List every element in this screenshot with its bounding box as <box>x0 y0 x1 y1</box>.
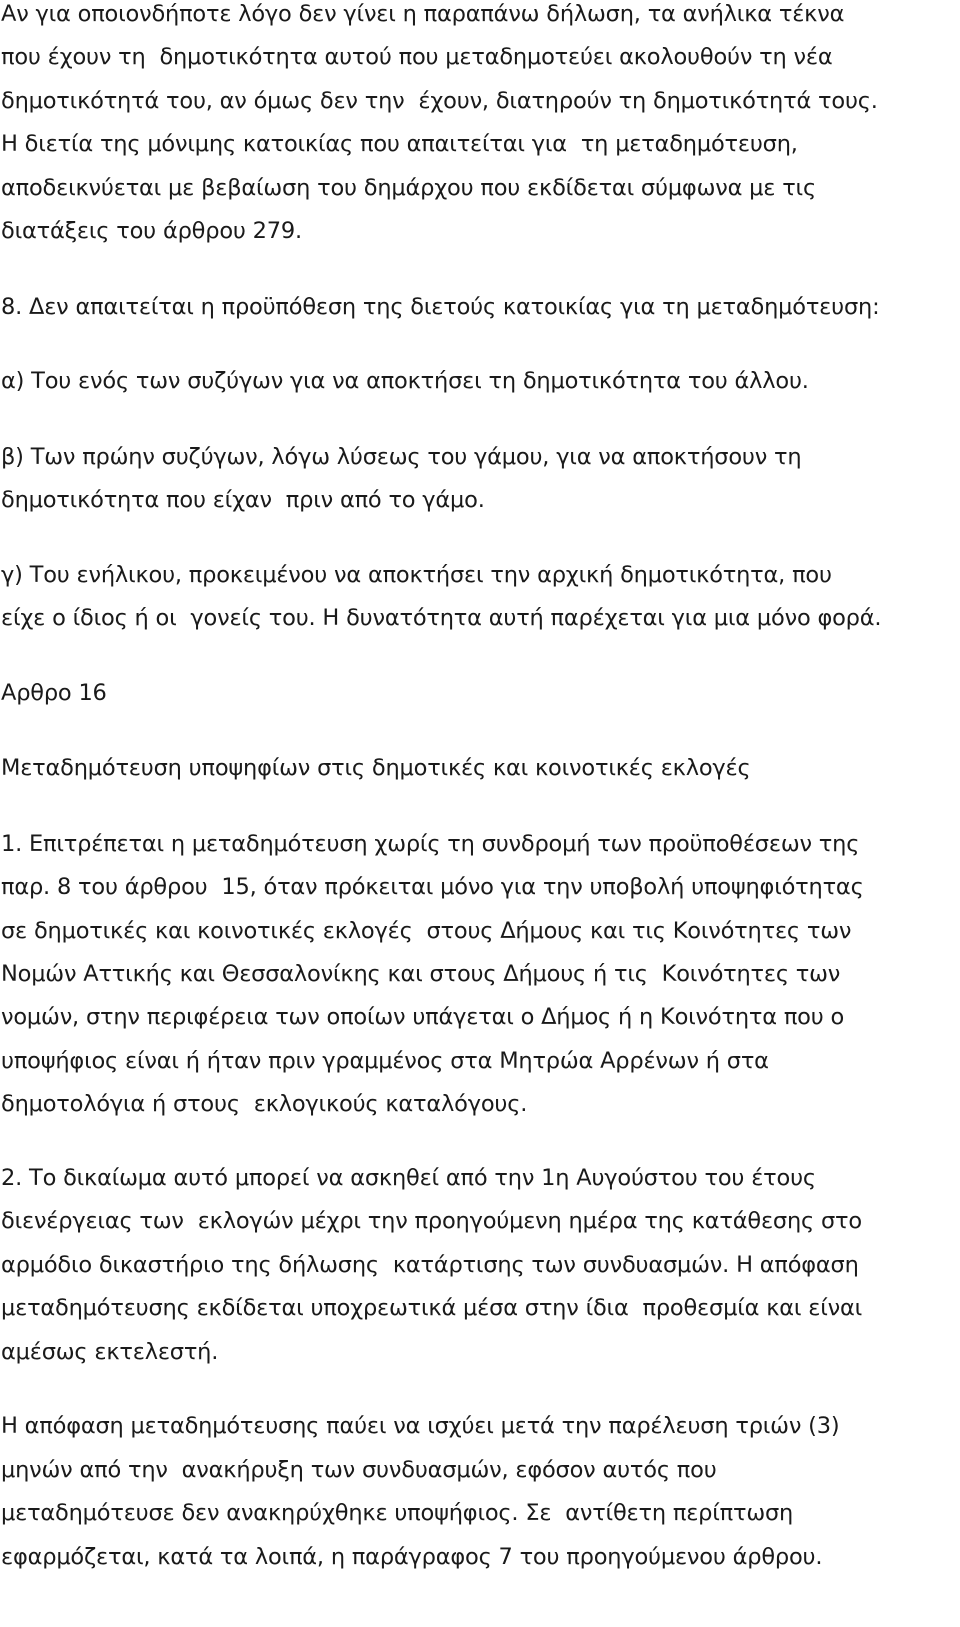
paragraph-line: Η διετία της μόνιμης κατοικίας που απαιτείται για τη μεταδημότευση, <box>1 131 798 157</box>
paragraph-line: αρμόδιο δικαστήριο της δήλωσης κατάρτισης των συνδυασμών. Η απόφαση <box>1 1252 859 1278</box>
article-heading: Αρθρο 16 <box>1 680 107 706</box>
paragraph-line: Αν για οποιονδήποτε λόγο δεν γίνει η παραπάνω δήλωση, τα ανήλικα τέκνα <box>1 1 845 27</box>
paragraph-line: είχε ο ίδιος ή οι γονείς του. Η δυνατότητα αυτή παρέχεται για μια μόνο φορά. <box>1 605 882 631</box>
paragraph-line: Νομών Αττικής και Θεσσαλονίκης και στους Δήμους ή τις Κοινότητες των <box>1 961 841 987</box>
paragraph-line: διατάξεις του άρθρου 279. <box>1 218 302 244</box>
paragraph-line: α) Του ενός των συζύγων για να αποκτήσει τη δημοτικότητα του άλλου. <box>1 368 809 394</box>
paragraph-line: Η απόφαση μεταδημότευσης παύει να ισχύει μετά την παρέλευση τριών (3) <box>1 1413 840 1439</box>
paragraph-line: μεταδημότευσης εκδίδεται υποχρεωτικά μέσα στην ίδια προθεσμία και είναι <box>1 1295 863 1321</box>
paragraph-line: εφαρμόζεται, κατά τα λοιπά, η παράγραφος 7 του προηγούμενου άρθρου. <box>1 1544 823 1570</box>
paragraph-line: που έχουν τη δημοτικότητα αυτού που μεταδημοτεύει ακολουθούν τη νέα <box>1 44 833 70</box>
paragraph-line: δημοτικότητά του, αν όμως δεν την έχουν, διατηρούν τη δημοτικότητά τους. <box>1 88 878 114</box>
paragraph-line: διενέργειας των εκλογών μέχρι την προηγούμενη ημέρα της κατάθεσης στο <box>1 1208 862 1234</box>
paragraph-line: σε δημοτικές και κοινοτικές εκλογές στους Δήμους και τις Κοινότητες των <box>1 918 852 944</box>
paragraph-line: αμέσως εκτελεστή. <box>1 1339 219 1365</box>
paragraph-line: αποδεικνύεται με βεβαίωση του δημάρχου που εκδίδεται σύμφωνα με τις <box>1 175 816 201</box>
article-title: Μεταδημότευση υποψηφίων στις δημοτικές και κοινοτικές εκλογές <box>1 755 751 781</box>
paragraph-line: μηνών από την ανακήρυξη των συνδυασμών, εφόσον αυτός που <box>1 1457 717 1483</box>
paragraph-line: 2. Το δικαίωμα αυτό μπορεί να ασκηθεί από την 1η Αυγούστου του έτους <box>1 1165 816 1191</box>
paragraph-line: β) Των πρώην συζύγων, λόγω λύσεως του γάμου, για να αποκτήσουν τη <box>1 444 802 470</box>
paragraph-line: 8. Δεν απαιτείται η προϋπόθεση της διετούς κατοικίας για τη μεταδημότευση: <box>1 294 880 320</box>
paragraph-line: υποψήφιος είναι ή ήταν πριν γραμμένος στα Μητρώα Αρρένων ή στα <box>1 1048 769 1074</box>
paragraph-line: γ) Του ενήλικου, προκειμένου να αποκτήσει την αρχική δημοτικότητα, που <box>1 562 832 588</box>
paragraph-line: 1. Επιτρέπεται η μεταδημότευση χωρίς τη συνδρομή των προϋποθέσεων της <box>1 831 860 857</box>
paragraph-line: νομών, στην περιφέρεια των οποίων υπάγεται ο Δήμος ή η Κοινότητα που ο <box>1 1004 845 1030</box>
paragraph-line: δημοτικότητα που είχαν πριν από το γάμο. <box>1 487 485 513</box>
paragraph-line: μεταδημότευσε δεν ανακηρύχθηκε υποψήφιος. Σε αντίθετη περίπτωση <box>1 1500 794 1526</box>
paragraph-line: δημοτολόγια ή στους εκλογικούς καταλόγους. <box>1 1091 528 1117</box>
paragraph-line: παρ. 8 του άρθρου 15, όταν πρόκειται μόνο για την υποβολή υποψηφιότητας <box>1 874 864 900</box>
